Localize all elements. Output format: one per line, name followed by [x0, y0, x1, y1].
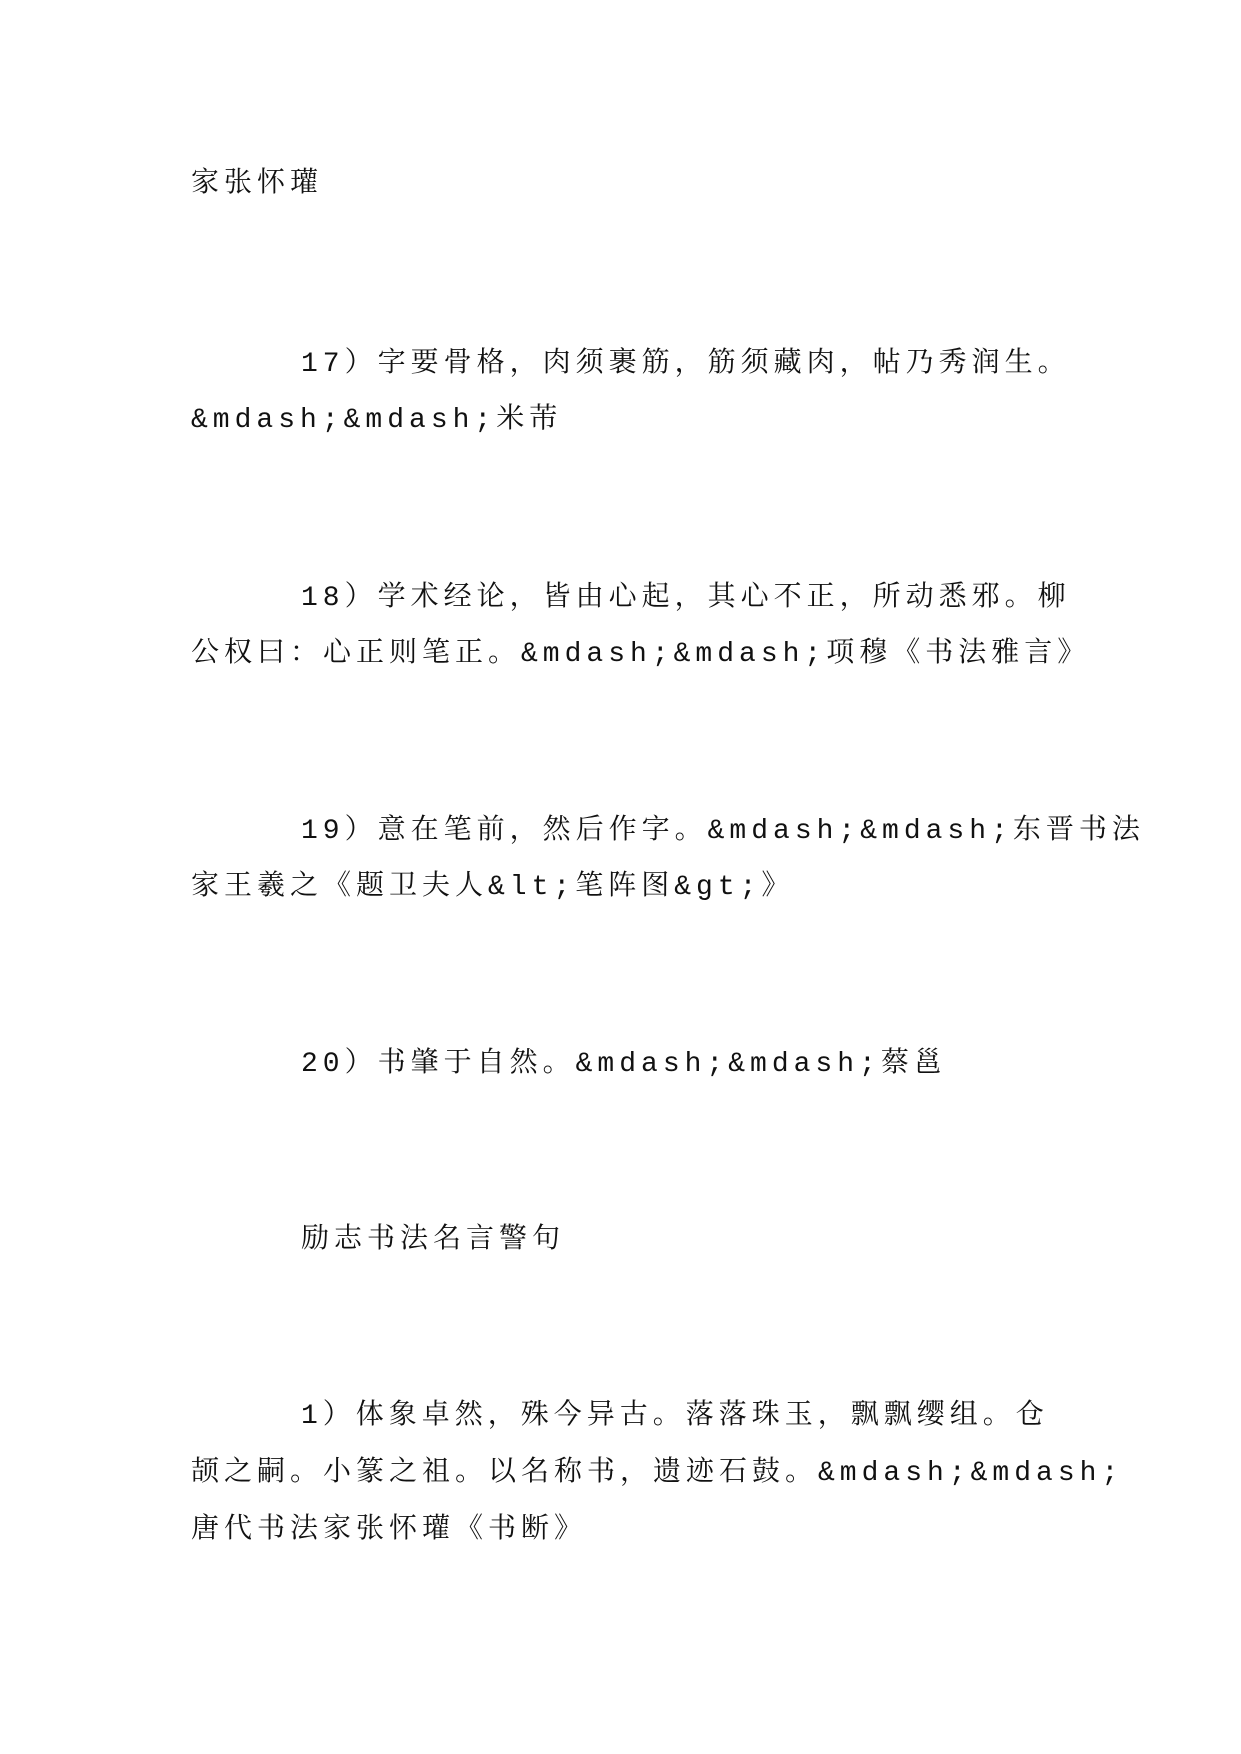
quote-17-line-1: 17）字要骨格，肉须裹筋，筋须藏肉，帖乃秀润生。	[301, 349, 1071, 380]
quote-19-line-2: 家王羲之《题卫夫人&lt;笔阵图&gt;》	[191, 872, 795, 903]
quote-b-1-line-3: 唐代书法家张怀瓘《书断》	[191, 1515, 588, 1546]
continuation-line: 家张怀瓘	[191, 169, 324, 200]
quote-b-1-line-2: 颉之嗣。小篆之祖。以名称书，遗迹石鼓。&mdash;&mdash;	[191, 1458, 1124, 1489]
quote-19-line-1: 19）意在笔前，然后作字。&mdash;&mdash;东晋书法	[301, 816, 1145, 847]
quote-20-line-1: 20）书肇于自然。&mdash;&mdash;蔡邕	[301, 1049, 947, 1080]
section-heading: 励志书法名言警句	[301, 1225, 566, 1256]
quote-b-1-line-1: 1）体象卓然，殊今异古。落落珠玉，飘飘缨组。仓	[301, 1401, 1049, 1432]
quote-18-line-2: 公权曰：心正则笔正。&mdash;&mdash;项穆《书法雅言》	[191, 639, 1091, 670]
quote-17-line-2: &mdash;&mdash;米芾	[191, 405, 563, 436]
quote-18-line-1: 18）学术经论，皆由心起，其心不正，所动悉邪。柳	[301, 583, 1071, 614]
